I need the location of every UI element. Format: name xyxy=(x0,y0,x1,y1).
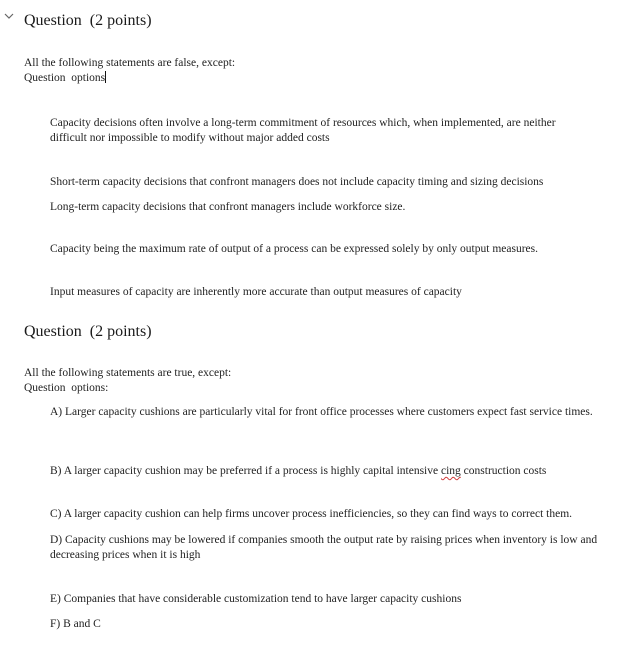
question-1-option-4[interactable]: Capacity being the maximum rate of output of a process can be expressed solely by only output measures. xyxy=(50,243,538,255)
question-2-option-e[interactable]: E) Companies that have considerable customization tend to have larger capacity cushions xyxy=(50,593,462,605)
question-2-title-word: Question xyxy=(24,323,82,340)
question-1-option-5[interactable]: Input measures of capacity are inherently more accurate than output measures of capacity xyxy=(50,286,462,298)
question-2-points: (2 points) xyxy=(89,323,152,340)
question-2-option-d[interactable]: D) Capacity cushions may be lowered if companies smooth the output rate by raising prices when inventory is low and decreasing prices when it is high xyxy=(50,534,598,561)
question-2-prompt: All the following statements are true, except: xyxy=(24,367,232,379)
question-2-title xyxy=(24,323,152,341)
question-1-title-word: Question xyxy=(24,12,82,29)
question-1-option-2[interactable]: Short-term capacity decisions that confront managers does not include capacity timing and sizing decisions xyxy=(50,176,544,188)
question-2-option-b[interactable] xyxy=(50,464,546,479)
question-2-option-f[interactable]: F) B and C xyxy=(50,618,101,630)
chevron-down-icon[interactable] xyxy=(4,12,14,20)
option-b-prefix: B) A larger capacity cushion may be preferred if a process is highly capital intensive xyxy=(50,465,441,477)
spelling-error-word: cing xyxy=(440,465,461,477)
question-2-option-c[interactable]: C) A larger capacity cushion can help firms uncover process inefficiencies, so they can find ways to correct them. xyxy=(50,508,573,520)
question-1-options-label xyxy=(24,71,106,86)
question-2-options-label: Question options: xyxy=(24,382,109,394)
question-1-options-label-text: Question options xyxy=(24,72,106,84)
question-1-option-3[interactable]: Long-term capacity decisions that confront managers include workforce size. xyxy=(50,201,406,213)
option-b-suffix: construction costs xyxy=(460,465,547,477)
text-cursor xyxy=(105,71,106,83)
question-1-points: (2 points) xyxy=(89,12,152,29)
question-1-title xyxy=(24,12,152,30)
question-1-prompt: All the following statements are false, except: xyxy=(24,57,236,69)
question-1-option-1[interactable]: Capacity decisions often involve a long-term commitment of resources which, when implemented, are neither difficult nor impossible to modify without major added costs xyxy=(50,117,556,144)
question-2-option-a[interactable]: A) Larger capacity cushions are particularly vital for front office processes where customers expect fast service times. xyxy=(50,406,593,418)
